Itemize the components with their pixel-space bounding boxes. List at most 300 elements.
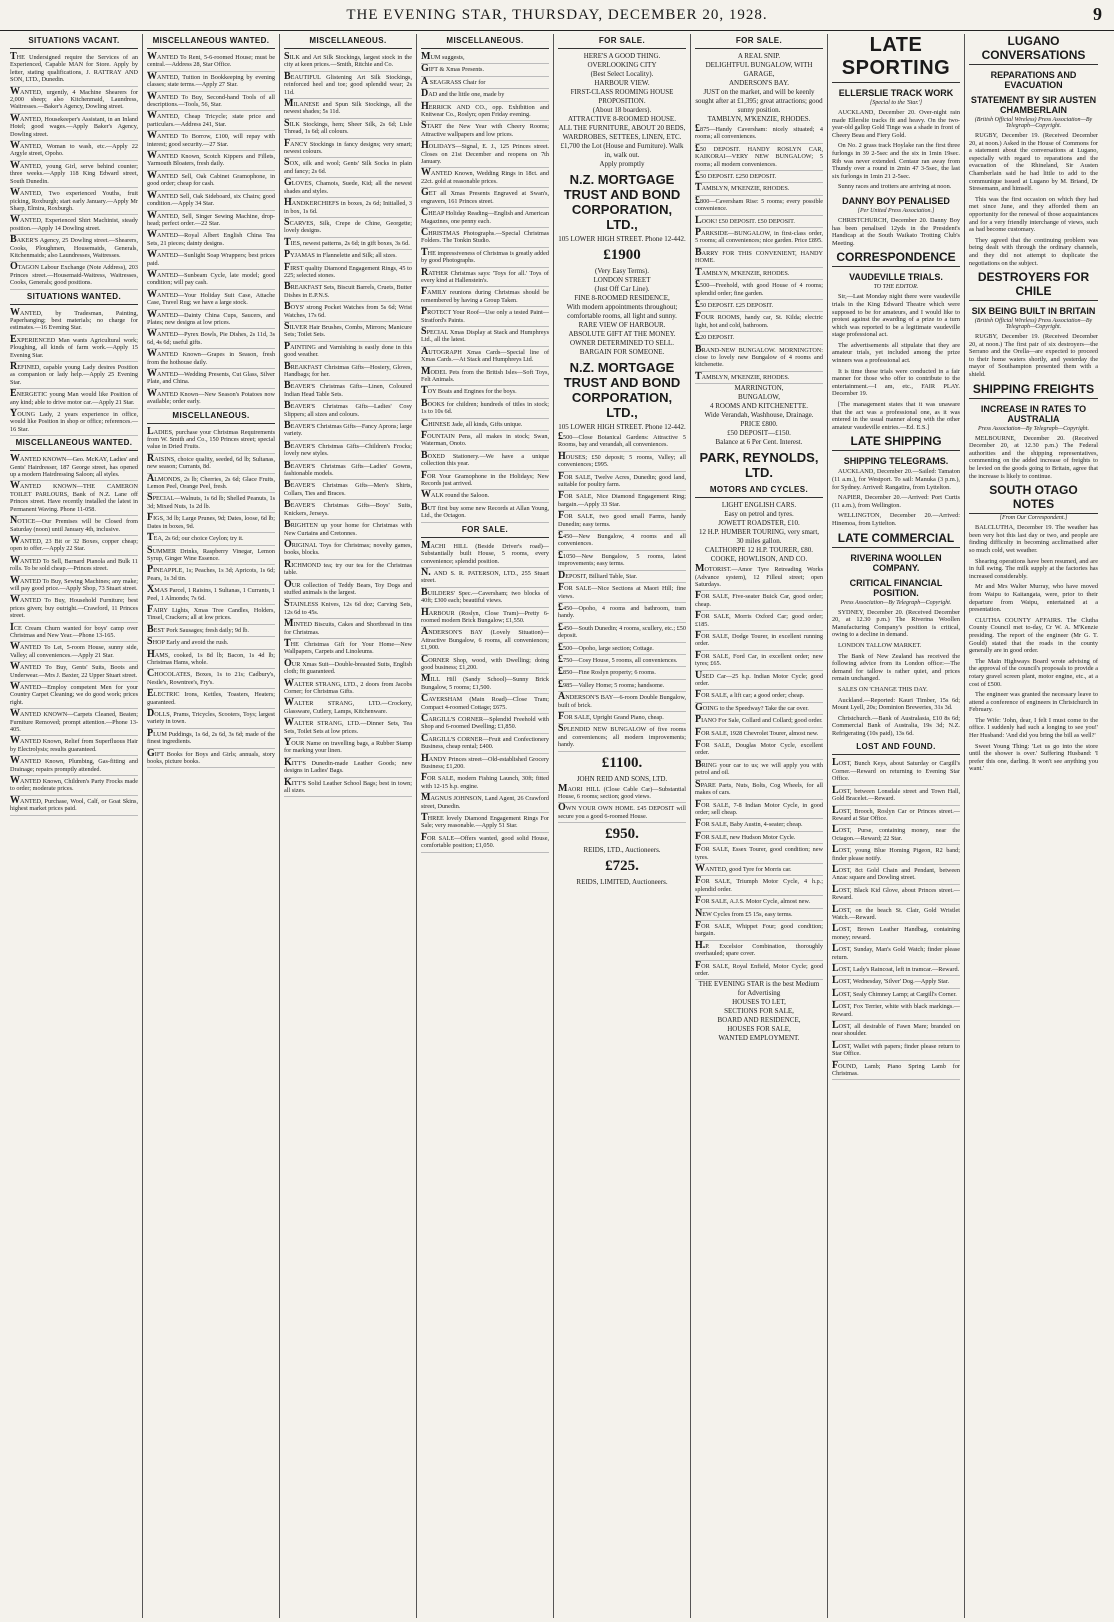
- classified-ad: THE impressiveness of Christmas is greatly added by good Photographs.: [421, 248, 549, 268]
- classified-ad: OWN YOUR OWN HOME. £45 DEPOSIT will secure you a good 6-roomed House.: [558, 803, 686, 823]
- classified-ad: CHRISTMAS Photographs.—Special Christmas Folders. The Tonkin Studio.: [421, 228, 549, 248]
- classified-ad: BEAVER'S Christmas Gifts—Boys' Suits, Knickers, Jerseys.: [284, 500, 412, 520]
- classified-ad: KITT'S Dunedin-made Leather Goods; new designs in Ladies' Bags.: [284, 758, 412, 778]
- section-heading: MISCELLANEOUS.: [147, 409, 275, 424]
- classified-ad: START the New Year with Cheery Rooms; Attractive wallpapers and low prices.: [421, 121, 549, 141]
- display-ad-line: LIGHT ENGLISH CARS.: [721, 501, 797, 510]
- classified-ad: FOR SALE—Nice Sections at Maori Hill; fine views.: [558, 583, 686, 603]
- advertiser-address: 105 LOWER HIGH STREET. Phone 12-442.: [558, 423, 686, 431]
- article-headline: SIX BEING BUILT IN BRITAIN: [971, 306, 1096, 317]
- section-heading: LATE COMMERCIAL: [832, 531, 960, 548]
- classified-ad: WANTED, Cheap Tricycle; state price and particulars.—Address 241, Star.: [147, 111, 275, 131]
- article-paragraph: On No. 2 grass track Hoylake ran the first three furlongs in 39 2-5sec and the six in 1min 19sec. Rib was never extended. Centaur ran away from Thundy over a round in 2min 47 3-5sec, the last six furlongs in 1min 21 2-5sec.: [832, 142, 960, 180]
- classified-ad: MOTORIST.—Amor Tyre Retreading Works (Advance system), 12 Filleul street; open Saturdays.: [695, 564, 823, 591]
- article-headline: INCREASE IN RATES TO AUSTRALIA: [980, 403, 1087, 424]
- classified-ad: FOR SALE, Twelve Acres, Dunedin; good land, suitable for poultry farm.: [558, 472, 686, 492]
- classified-ad: SPECIAL Xmas Display at Stack and Humphreys Ltd., all the latest.: [421, 327, 549, 347]
- classified-ad: EXPERIENCED Man wants Agricultural work; Ploughing, all kinds of farm work.—Apply 15 Evening Star.: [10, 335, 138, 362]
- classified-ad: WANTED, Two experienced Youths, fruit picking, Roxburgh; start early January.—Apply Mr Sharp, Elmira, Roxburgh.: [10, 188, 138, 215]
- classified-ad: STAINLESS Knives, 12s 6d doz; Carving Sets, 12s 6d to 45s.: [284, 599, 412, 619]
- display-ad-line: DELIGHTFUL BUNGALOW, WITH GARAGE,: [705, 61, 813, 78]
- classified-ad: FAIRY Lights, Xmas Tree Candles, Holders, Tinsel, Crackers; all at low prices.: [147, 605, 275, 625]
- classified-ad: ENERGETIC young Man would like Position of any kind; able to drive motor car.—Apply 21 Star.: [10, 389, 138, 409]
- section-heading: MISCELLANEOUS WANTED.: [10, 436, 138, 451]
- classified-ad: XMAS Parcel, 1 Raisins, 1 Sultanas, 1 Currants, 1 Peel, 1 Almonds; 7s 6d.: [147, 585, 275, 605]
- classified-ad: FIGS, 3d lb; Large Prunes, 9d; Dates, loose, 6d lb; Dates in boxes, 9d.: [147, 513, 275, 533]
- classified-ad: WANTED To Buy, Gents' Suits, Boots and Underwear.—Mrs J. Baxter, 22 Upper Stuart street.: [10, 662, 138, 682]
- classified-ad: WANTED—Pyrex Bowls, Pie Dishes, 2s 11d, 3s 6d, 4s 6d; useful gifts.: [147, 329, 275, 349]
- advertiser-name: COOKE, HOWLISON, AND CO.: [710, 555, 808, 564]
- classified-ad: LOST, Black Kid Glove, about Princes street.—Reward.: [832, 885, 960, 905]
- article-credit: (British Official Wireless) Press Association—By Telegraph—Copyright.: [974, 117, 1093, 129]
- classified-ad: FOR SALE, Five-seater Buick Car, good order; cheap.: [695, 591, 823, 611]
- classified-ad: WANTED To Rent, 5-6-roomed House; must be central.—Address 28, Star Office.: [147, 52, 275, 72]
- classified-ad: LOST, Lady's Raincoat, left in tramcar.—Reward.: [832, 964, 960, 976]
- article-paragraph: This was the first occasion on which they had met since June, and they afforded them an opportunity for the renewal of those acquaintances and for a very friendly interchange of views, such as had become customary.: [969, 195, 1098, 234]
- article-paragraph: MELBOURNE, December 20. (Received December 20, at 12.30 p.m.) The Federal authorities and the shipping representatives, commenting on the added increase of freights to be levied on the goods going to Britain, agree that the increase is likely to continue.: [969, 434, 1098, 480]
- article-paragraph: The engineer was granted the necessary leave to attend a conference of engineers in Christchurch in February.: [969, 691, 1098, 714]
- classified-ad: WANTED Known—New Season's Potatoes now available; order early.: [147, 389, 275, 409]
- classified-ad: £1050—New Bungalow, 5 rooms, latest improvements; easy terms.: [558, 551, 686, 571]
- classified-ad: £500—Close Botanical Gardens: Attractive 5 Rooms, bay and verandah, all conveniences.: [558, 432, 686, 452]
- classified-ad: WANTED—Wedding Presents, Cut Glass, Silver Plate, and China.: [147, 369, 275, 389]
- classified-ad: £875—Handy Caversham: nicely situated; 4 rooms; all conveniences.: [695, 124, 823, 144]
- display-ad-line: With modern appointments throughout; comfortable rooms, all light and sunny.: [566, 303, 678, 320]
- article-paragraph: The Main Highways Board wrote advising of the approval of the council's proposals to provide a rotary gravel screen plant, motor engine, etc., at a cost of £500.: [969, 657, 1098, 688]
- section-heading: MISCELLANEOUS.: [421, 34, 549, 49]
- classified-ad: SOX, silk and wool; Gents' Silk Socks in plain and fancy; 2s 6d.: [284, 158, 412, 178]
- classified-ad: WANTED To Borrow, £100, will repay with interest; good security.—27 Star.: [147, 131, 275, 151]
- classified-ad: MAGNUS JOHNSON, Land Agent, 26 Crawford street, Dunedin.: [421, 793, 549, 813]
- display-ad-line: CALTHORPE 12 H.P. TOURER, £80.: [704, 546, 813, 555]
- display-ad-line: (About 18 boarders).: [592, 106, 652, 114]
- classified-ad: CORNER Shop, wood, with Dwelling; doing good business; £1,200.: [421, 655, 549, 675]
- classified-ad: WANTED To Buy, Sewing Machines; any make; will pay good price.—Apply Shop, 73 Stuart street.: [10, 576, 138, 596]
- classified-ad: £450—South Dunedin; 4 rooms, scullery, etc.; £50 deposit.: [558, 623, 686, 643]
- classified-ad: SILK and Art Silk Stockings, largest stock in the city at keen prices.—Smith, Ritchie and Co.: [284, 52, 412, 72]
- classified-ad: ANDERSON'S BAY (Lovely Situation)—Attractive Bungalow, 6 rooms, all conveniences; £1,900.: [421, 627, 549, 654]
- classified-ad: THE Christmas Gift for Your Home—New Wallpapers, Carpets and Linoleums.: [284, 639, 412, 659]
- article-paragraph: LONDON TALLOW MARKET.: [838, 641, 922, 649]
- classified-ad: OTAGON Labour Exchange (Note Address), 203 Princes street.—Housemaid-Waitress, Waitresses, Cooks, Generals; good positions.: [10, 262, 138, 289]
- classified-ad: PARKSIDE—BUNGALOW, in first-class order, 5 rooms; all conveniences; nice garden. Price £895.: [695, 228, 823, 248]
- classified-ad: TOY Boats and Engines for the boys.: [421, 386, 549, 398]
- classified-ad: CHINESE Jade, all kinds, Gifts unique.: [421, 419, 549, 431]
- classified-ad: WANTED To Buy, Household Furniture; best prices given; buy outright.—Crawford, 11 Princes street.: [10, 595, 138, 622]
- classified-ad: LOST, on the beach St. Clair, Gold Wristlet Watch.—Reward.: [832, 905, 960, 925]
- classified-ad: WANTED Sell, Oak Sideboard, six Chairs; good condition.—Apply 34 Star.: [147, 191, 275, 211]
- classified-ad: WANTED, Purchase, Wool, Calf, or Goat Skins, highest market prices paid.: [10, 796, 138, 816]
- classified-ad: £50 DEPOSIT. £25 DEPOSIT.: [695, 300, 823, 312]
- display-ad-line: HARBOUR VIEW.: [594, 79, 650, 87]
- classified-ad: SPECIAL—Walnuts, 1s 6d lb; Shelled Peanuts, 1s 3d; Mixed Nuts, 1s 2d lb.: [147, 493, 275, 513]
- display-ad-line: OVERLOOKING CITY: [587, 61, 657, 69]
- classified-ad: MODEL Pets from the British Isles—Soft Toys, Felt Animals.: [421, 367, 549, 387]
- display-ad-line: PRICE £800.: [740, 420, 778, 429]
- classified-ad: HERRICK AND CO., opp. Exhibition and Knitwear Co., Roslyn; open Friday evening.: [421, 102, 549, 122]
- column-1: [6, 34, 143, 1618]
- classified-ad: PLUM Puddings, 1s 6d, 2s 6d, 3s 6d; made of the finest ingredients.: [147, 729, 275, 749]
- classified-ad: WANTED KNOWN—Carpets Cleaned, Beaten; Furniture Removed; prompt attention.—Phone 13-405.: [10, 709, 138, 736]
- display-ad-line: 4 ROOMS AND KITCHENETTE.: [710, 402, 808, 411]
- classified-ad: WANTED To Let, 5-room House, sunny side, Valley; all conveniences.—Apply 21 Star.: [10, 642, 138, 662]
- classified-ad: TAMBLYN, M'KENZIE, RHODES.: [695, 183, 823, 195]
- classified-ad: BRAND-NEW BUNGALOW. MORNINGTON: close to lovely new Bungalow of 4 rooms and kitchenette.: [695, 345, 823, 372]
- classified-ad: FOR SALE, new Hudson Motor Cycle.: [695, 832, 823, 844]
- advertiser-name: JOHN REID AND SONS, LTD.: [576, 774, 668, 783]
- classified-ad: YOUNG Lady, 2 years experience in office, would like Position in shop or office; references.—16 Star.: [10, 409, 138, 436]
- classified-ad: WANTED—Employ competent Men for your Country Carpet Cleaning; we do good work; prices right.: [10, 682, 138, 709]
- classified-ad: SUMMER Drinks, Raspberry Vinegar, Lemon Syrup, Ginger Wine Essence.: [147, 546, 275, 566]
- classified-ad: CHOCOLATES, Boxes, 1s to 21s; Cadbury's, Nestle's, Rowntree's, Fry's.: [147, 669, 275, 689]
- display-ad-line: (Best Select Locality).: [590, 70, 654, 78]
- classified-ad: BREAKFAST Christmas Gifts—Hosiery, Gloves, Handbags; for her.: [284, 362, 412, 382]
- classified-ad: HANDY Princes street—Old-established Grocery Business; £1,200.: [421, 754, 549, 774]
- article-paragraph: AUCKLAND, December 20. Over-night rain made Ellerslie tracks fit and heavy. On the two-year-old gallop Gold Tinge was a shade in front of Cheery Beau and Fiery Gold.: [832, 109, 960, 139]
- display-ad-line: MARRINGTON,: [734, 384, 784, 393]
- article-credit: [From Our Correspondent.]: [999, 515, 1068, 522]
- classified-ad: MACHI HILL (Beside Driver's road)—Substantially built House, 5 rooms, every convenience; splendid position.: [421, 541, 549, 568]
- section-heading: FOR SALE.: [558, 34, 686, 49]
- classified-ad: SCARVES, Silk, Crepe de Chine, Georgette; lovely designs.: [284, 218, 412, 238]
- column-7: [828, 34, 965, 1618]
- article-paragraph: It is time these trials were conducted in a fair manner for those who offer to contribute to the entertainment.—I am, etc., FAIR PLAY. December 19.: [832, 367, 960, 398]
- display-ad-line: BUNGALOW,: [738, 393, 780, 402]
- classified-ad: £500—Opoho, large section; Cottage.: [558, 643, 686, 655]
- classified-ad: DAD and the little one, made by: [421, 89, 549, 101]
- page-number: 9: [1093, 4, 1102, 24]
- classified-ad: £750—Cosy House, 5 rooms, all conveniences.: [558, 655, 686, 667]
- column-6: [691, 34, 828, 1618]
- column-5: [554, 34, 691, 1618]
- classified-ad: £50 DEPOSIT. HANDY ROSLYN CAR, KAIKORAI—VERY NEW BUNGALOW; 5 rooms; all modern conveniences.: [695, 144, 823, 171]
- classified-ad: WANTED KNOWN—THE CAMERON TOILET PARLOURS, Bank of N.Z. Lane off Princes street. Have recently installed the latest in Permanent Waving. Phone 11-058.: [10, 481, 138, 516]
- section-heading: MISCELLANEOUS.: [284, 34, 412, 49]
- article-credit: [Special to the 'Star.']: [869, 100, 923, 106]
- classified-ad: £450—New Bungalow, 4 rooms and all conveniences.: [558, 531, 686, 551]
- classified-ad: WANTED, good Tyre for Morris car.: [695, 864, 823, 876]
- classified-ad: HAMS, cooked, 1s 8d lb; Bacon, 1s 4d lb; Christmas Hams, whole.: [147, 650, 275, 670]
- classified-ad: WANTED To Sell, Barnard Pianola and Bulk 11 rolls. To be sold cheap.—Princes street.: [10, 556, 138, 576]
- article-headline: RIVERINA WOOLLEN COMPANY.: [850, 552, 942, 573]
- classified-ad: BOXED Stationery.—We have a unique collection this year.: [421, 451, 549, 471]
- classified-ad: FOUNTAIN Pens, all makes in stock; Swan, Waterman, Onoto.: [421, 431, 549, 451]
- classified-ad: FOR SALE, Whippet Four; good condition; bargain.: [695, 921, 823, 941]
- classified-ad: WANTED, urgently, 4 Machine Shearers for 2,000 sheep; also Kitchenmaid, Laundress, Waitresses.—Baker's Agency, Dowling street.: [10, 87, 138, 114]
- display-ad-line: Apply promptly: [599, 160, 645, 168]
- display-ad-line: Easy on petrol and tyres.: [724, 510, 794, 519]
- classified-ad: WALTER STRANG, LTD.—Dinner Sets, Tea Sets, Toilet Sets at low prices.: [284, 718, 412, 738]
- advertiser-name: N.Z. MORTGAGE TRUST AND BOND CORPORATION, LTD.,: [563, 172, 681, 232]
- classified-ad: FOR SALE—Offers wanted, good solid House, comfortable position; £1,050.: [421, 833, 549, 853]
- classified-ad: WANTED Known, Wedding Rings in 18ct. and 22ct. gold at reasonable prices.: [421, 168, 549, 188]
- classified-ad: RICHMOND tea; try our tea for the Christmas table.: [284, 560, 412, 580]
- classified-ad: WANTED—Sunlight Soap Wrappers; best prices paid.: [147, 250, 275, 270]
- classified-ad: ORIGINAL Toys for Christmas; novelty games, books, blocks.: [284, 540, 412, 560]
- classified-ad: GOING to the Speedway? Take the car over.: [695, 703, 823, 715]
- classified-ad: WANTED Known, Plumbing, Gas-fitting and Drainage; repairs promptly attended.: [10, 756, 138, 776]
- section-heading: LUGANO CONVERSATIONS: [969, 34, 1098, 65]
- section-heading: FOR SALE.: [695, 34, 823, 49]
- display-ad-line: ABSOLUTE GIFT AT THE MONEY. OWNER DETERMINED TO SELL.: [568, 330, 676, 347]
- classified-ad: FOR SALE, Morris Oxford Car; good order; £185.: [695, 611, 823, 631]
- advertiser-name: PARK, REYNOLDS, LTD.: [699, 450, 819, 481]
- classified-ad: £800—Caversham Rise: 5 rooms; every possible convenience.: [695, 196, 823, 216]
- classified-ad: FOR SALE, A.J.S. Motor Cycle, almost new.: [695, 896, 823, 908]
- advertiser-name: REIDS, LTD., Auctioneers.: [583, 846, 661, 855]
- classified-ad: WANTED, Woman to wash, etc.—Apply 22 Argyle street, Opoho.: [10, 141, 138, 161]
- classified-ad: HARBOUR (Roslyn, Close Tram)—Pretty 6-roomed modern Brick Bungalow; £1,550.: [421, 608, 549, 628]
- classified-ad: THREE lovely Diamond Engagement Rings For Sale; very reasonable.—Apply 51 Star.: [421, 813, 549, 833]
- notice-line: WANTED EMPLOYMENT.: [718, 1034, 800, 1043]
- column-3: [280, 34, 417, 1618]
- classified-ad: FOUND, Lamb; Piano Spring Lamb for Christmas.: [832, 1061, 960, 1081]
- classified-ad: WANTED, Tuition in Bookkeeping by evening classes; state terms.—Apply 27 Star.: [147, 72, 275, 92]
- classified-ad: ANDERSON'S BAY—6-room Double Bungalow, built of brick.: [558, 692, 686, 712]
- display-ad-line: TAMBLYN, M'KENZIE, RHODES.: [707, 115, 811, 123]
- classified-ad: WALTER STRANG, LTD., 2 doors from Jacobs Corner; for Christmas Gifts.: [284, 679, 412, 699]
- classified-ad: SPLENDID NEW BUNGALOW of five rooms and conveniences; all modern improvements; handy.: [558, 724, 686, 751]
- article-paragraph: Mr and Mrs Walter Murray, who have moved from Waipu to Kaitangata, were, prior to their departure from Waipu, entertained at a presentation.: [969, 583, 1098, 614]
- classified-ad: BUT first buy some new Records at Allan Young, Ltd., the Octagon.: [421, 503, 549, 523]
- classified-ad: FOR SALE, Dodge Tourer, in excellent running order.: [695, 631, 823, 651]
- classified-ad: FIRST quality Diamond Engagement Rings, 45 to 225; selected stones.: [284, 263, 412, 283]
- classified-ad: BEAVER'S Christmas Gifts—Children's Frocks; lovely new styles.: [284, 441, 412, 461]
- article-paragraph: RUGBY, December 19. (Received December 20, at noon.) The first pair of six destroyers—the Serrano and the Orella—are expected to proceed to their home waters shortly, and yesterday the mayor of Southampton presented them with a shield.: [969, 333, 1098, 379]
- price-display: £1100.: [601, 754, 643, 771]
- classified-ad: LOST, young Blue Homing Pigeon, R2 band; finder please notify.: [832, 845, 960, 865]
- display-ad-line: ATTRACTIVE 8-ROOMED HOUSE.: [568, 115, 676, 123]
- display-ad-line: Wide Verandah, Washhouse, Drainage.: [704, 411, 814, 420]
- classified-ad: MINTED Biscuits, Cakes and Shortbread in tins for Christmas.: [284, 619, 412, 639]
- section-heading: FOR SALE.: [421, 523, 549, 538]
- classified-ad: FOUR ROOMS, handy car, St. Kilda; electric light, hot and cold, bathroom.: [695, 312, 823, 332]
- article-paragraph: [The management states that it was unaware that the act was a professional one, as it was entered in the usual manner along with the other amateur vaudeville entries.—Ed. E.S.]: [832, 401, 960, 431]
- classified-ad: AUTOGRAPH Xmas Cards—Special line of Xmas Cards.—At Stack and Humphreys Ltd.: [421, 347, 549, 367]
- classified-ad: WALK round the Saloon.: [421, 490, 549, 502]
- classified-ad: PINEAPPLE, 1s; Peaches, 1s 3d; Apricots, 1s 6d; Pears, 1s 3d tin.: [147, 565, 275, 585]
- classified-ad: BEST Pork Sausages; fresh daily; 9d lb.: [147, 625, 275, 637]
- masthead-title: THE EVENING STAR, THURSDAY, DECEMBER 20, 1928.: [346, 6, 768, 23]
- article-paragraph: Christchurch.—Bank of Australasia, £10 8s 6d; Commercial Bank of Australia, 19s 3d; N.Z. Refrigerating (10s paid), 13s 6d.: [832, 714, 960, 737]
- section-heading: LATE SHIPPING: [832, 434, 960, 451]
- column-8: [965, 34, 1102, 1618]
- classified-ad: PYJAMAS in Flannelette and Silk; all sizes.: [284, 250, 412, 262]
- classified-ad: FOR SALE, Essex Tourer, good condition; new tyres.: [695, 844, 823, 864]
- classified-ad: LOST, Wednesday, 'Silver' Dog.—Apply Star.: [832, 976, 960, 988]
- columns: [6, 34, 1108, 1618]
- classified-ad: SPARE Parts, Nuts, Bolts, Cog Wheels, for all makes of cars.: [695, 780, 823, 800]
- display-ad-line: 12 H.P. HUMBER TOURING, very smart, 30 miles gallon.: [698, 528, 820, 546]
- classified-ad: MUM suggests,: [421, 52, 549, 64]
- classified-ad: GIFT Books for Boys and Girls; annuals, story books, picture books.: [147, 749, 275, 769]
- classified-ad: BEAVER'S Christmas Gifts—Men's Shirts, Collars, Ties and Braces.: [284, 480, 412, 500]
- classified-ad: LOST, Brown Leather Handbag, containing money; reward.: [832, 924, 960, 944]
- display-ad-line: JUST on the market, and will be keenly sought after at £1,395; great attractions; good sunny position.: [695, 88, 823, 114]
- display-ad-line: (Very Easy Terms).: [594, 267, 649, 275]
- price-display: £725.: [605, 858, 639, 875]
- classified-ad: TEA, 2s 6d; our choice Ceylon; try it.: [147, 533, 275, 545]
- display-ad-line: £1,700 the Lot (House and Furniture). Walk in, walk out.: [560, 142, 684, 159]
- display-ad-line: JOWETT ROADSTER, £10.: [718, 519, 800, 528]
- article-paragraph: CHRISTCHURCH, December 20. Danny Boy has been penalised 12yds in the President's Handicap at the South Waikato Trotting Club's Meeting.: [832, 216, 960, 247]
- section-heading: SOUTH OTAGO NOTES: [969, 483, 1098, 514]
- classified-ad: PROTECT Your Roof—Use only a tested Paint—Stratford's Paints.: [421, 307, 549, 327]
- article-paragraph: SYDNEY, December 20. (Received December 20, at 12.30 p.m.) The Riverina Woollen Manufacturing Company's position is critical, owing to a decline in demand.: [832, 608, 960, 639]
- classified-ad: LOST, Purse, containing money, near the Octagon.—Reward; 22 Star.: [832, 825, 960, 845]
- display-ad-line: LONDON STREET: [593, 276, 651, 284]
- classified-ad: WANTED, Sell, Singer Sewing Machine, drop-head; perfect order.—22 Star.: [147, 211, 275, 231]
- classified-ad: WANTED Known, Children's Party Frocks made to order; moderate prices.: [10, 776, 138, 796]
- classified-ad: ELECTRIC Irons, Kettles, Toasters, Heaters; guaranteed.: [147, 689, 275, 709]
- classified-ad: DOLLS, Prams, Tricycles, Scooters, Toys; largest variety in town.: [147, 709, 275, 729]
- classified-ad: HOLIDAYS—Signal, E. J., 125 Princes street. Closes on 21st December and reopens on 7th January.: [421, 141, 549, 168]
- article-headline: CRITICAL FINANCIAL POSITION.: [849, 577, 943, 598]
- classified-ad: CHEAP Holiday Reading—English and American Magazines, one penny each.: [421, 208, 549, 228]
- column-4: [417, 34, 554, 1618]
- classified-ad: MAORI HILL (Close Cable Car)—Substantial House, 6 rooms; section; good views.: [558, 784, 686, 804]
- article-paragraph: Sir,—Last Monday night there were vaudeville trials in the King Edward Theatre which were supposed to be for amateurs, and I would like to protest against the awarding of a prize to a turn which was reported to be a legitimate vaudeville stage professional act.: [832, 293, 960, 339]
- section-heading: SITUATIONS WANTED.: [10, 290, 138, 305]
- classified-ad: KITT'S Solid Leather School Bags; best in town; all sizes.: [284, 778, 412, 798]
- classified-ad: FOR SALE, Nice Diamond Engagement Ring; bargain.—Apply 33 Star.: [558, 491, 686, 511]
- article-credit: [Per United Press Association.]: [857, 207, 935, 214]
- price-display: £1900: [603, 247, 641, 263]
- classified-ad: FOR SALE, Triumph Motor Cycle, 4 h.p.; splendid order.: [695, 876, 823, 896]
- classified-ad: FOR SALE, 7-8 Indian Motor Cycle, in good order; sell cheap.: [695, 800, 823, 820]
- article-credit: TO THE EDITOR.: [873, 284, 919, 291]
- display-ad-line: HERE'S A GOOD THING.: [583, 52, 661, 60]
- classified-ad: MILL Hill (Sandy School)—Sunny Brick Bungalow, 5 rooms; £1,500.: [421, 674, 549, 694]
- classified-ad: LOST, Wallet with papers; finder please return to Star Office.: [832, 1041, 960, 1061]
- classified-ad: BREAKFAST Sets, Biscuit Barrels, Cruets, Butter Dishes in E.P.N.S.: [284, 282, 412, 302]
- classified-ad: FOR SALE, 1928 Chevrolet Tourer, almost new.: [695, 728, 823, 740]
- classified-ad: LOST, Fox Terrier, white with black markings.—Reward.: [832, 1001, 960, 1021]
- classified-ad: FOR Your Gramophone in the Holidays; New Records just arrived.: [421, 471, 549, 491]
- classified-ad: WANTED KNOWN—Geo. McKAY, Ladies' and Gents' Hairdresser, 187 George street, has opened up a modern Hairdressing Saloon; all styles.: [10, 454, 138, 481]
- display-ad-line: ALL THE FURNITURE, ABOUT 20 BEDS, WARDROBES, SETTEES, LINEN, ETC.: [558, 124, 686, 141]
- classified-ad: YOUR Name on travelling bags, a Rubber Stamp for marking your linen.: [284, 738, 412, 758]
- article-headline: REPARATIONS AND EVACUATION: [990, 70, 1077, 90]
- section-heading: MISCELLANEOUS WANTED.: [147, 34, 275, 49]
- classified-ad: LOST, 8ct Gold Chain and Pendant, between Anzac square and Dowling street.: [832, 865, 960, 885]
- classified-ad: WANTED To Buy, Second-hand Tools of all descriptions.—Tools, 56, Star.: [147, 92, 275, 112]
- classified-ad: HOUSES; £50 deposit; 5 rooms, Valley; all conveniences; £995.: [558, 452, 686, 472]
- advertiser-name: REIDS, LIMITED, Auctioneers.: [576, 878, 668, 887]
- classified-ad: BRIGHTEN up your home for Christmas with New Curtains and Cretonnes.: [284, 520, 412, 540]
- display-ad-line: Balance at 6 Per Cent. Interest.: [715, 438, 803, 447]
- article-paragraph: The advertisements all stipulate that they are amateur trials, yet included among the prize winners was a professional act.: [832, 341, 960, 365]
- classified-ad: LOST, between Lonsdale street and Town Hall, Gold Bracelet.—Reward.: [832, 786, 960, 806]
- classified-ad: TIES, newest patterns, 2s 6d; in gift boxes, 3s 6d.: [284, 238, 412, 250]
- classified-ad: TAMBLYN, M'KENZIE, RHODES.: [695, 268, 823, 280]
- classified-ad: WANTED, Experienced Shirt Machinist, steady position.—Apply 14 Dowling street.: [10, 215, 138, 235]
- classified-ad: WANTED Known—Grapes in Season, fresh from the hothouse daily.: [147, 349, 275, 369]
- notice-line: BOARD AND RESIDENCE,: [717, 1016, 801, 1025]
- article-paragraph: AUCKLAND, December 20.—Sailed: Tamaton (11 a.m.), for Westport. To sail: Manuka (3 p.m.), for Sydney. Arrived: Rangatira, from Lyttelton.: [832, 468, 960, 491]
- classified-ad: CARGILL'S CORNER—Splendid Freehold with Shop and 6-roomed Dwelling; £1,850.: [421, 714, 549, 734]
- display-ad-line: FINE 8-ROOMED RESIDENCE,: [574, 294, 670, 302]
- price-display: £950.: [605, 826, 639, 843]
- classified-ad: FOR SALE, Ford Car, in excellent order; new tyres; £65.: [695, 651, 823, 671]
- display-ad-line: (Just Off Car Line).: [594, 285, 650, 293]
- article-paragraph: Sweet Young Thing: 'Let us go into the store until the shower is over.' Suffering Husband: 'I prefer this one, darling. It won't see anything you want.': [969, 742, 1098, 773]
- classified-ad: GIFT & Xmas Presents.: [421, 64, 549, 76]
- classified-ad: SHOP Early and avoid the rush.: [147, 637, 275, 649]
- classified-ad: PIANO For Sale, Collard and Collard; good order.: [695, 715, 823, 727]
- classified-ad: £20 DEPOSIT.: [695, 332, 823, 344]
- classified-ad: LOOK! £50 DEPOSIT. £50 DEPOSIT.: [695, 216, 823, 228]
- classified-ad: MILANESE and Spun Silk Stockings, all the newest shades; 5s 11d.: [284, 99, 412, 119]
- article-paragraph: CLUTHA COUNTY AFFAIRS. The Clutha County Council met to-day, Cr W. A. M'Kenzie presiding. The report of the engineer (Mr G. T. Gould) stated that the roads in the county generally are in good order.: [969, 616, 1098, 655]
- article-paragraph: The Bank of New Zealand has received the following advice from its London office:—The demand for tallow is rather quiet, and prices remain unchanged.: [832, 652, 960, 683]
- article-paragraph: RUGBY, December 19. (Received December 20, at noon.) Asked in the House of Commons for a statement about the conversations at Lugano, especially with regard to reparations and the evacuation of the Rhineland, Sir Austen Chamberlain said he had little to add to the communique issued at Lugano by M. Briand, Dr Stresemann, and himself.: [969, 132, 1098, 193]
- classified-ad: FOR SALE, Baby Austin, 4-seater; cheap.: [695, 819, 823, 831]
- classified-ad: BRING your car to us; we will apply you with petrol and oil.: [695, 760, 823, 780]
- notice-line: SECTIONS FOR SALE,: [724, 1007, 794, 1016]
- classified-ad: NEW Cycles from £5 15s, easy terms.: [695, 909, 823, 921]
- article-headline: SHIPPING TELEGRAMS.: [843, 456, 949, 467]
- classified-ad: LOST, all desirable of Fawn Mare; branded on near shoulder.: [832, 1021, 960, 1041]
- classified-ad: FOR SALE, Douglas Motor Cycle, excellent order.: [695, 740, 823, 760]
- classified-ad: CAVERSHAM (Main Road)—Close Tram; Compact 4-roomed Cottage; £675.: [421, 694, 549, 714]
- classified-ad: FOR SALE, a lift car; a good order; cheap.: [695, 690, 823, 702]
- classified-ad: £500—Freehold, with good House of 4 rooms; splendid order; fine garden.: [695, 280, 823, 300]
- classified-ad: £450—Opoho, 4 rooms and bathroom, tram handy.: [558, 603, 686, 623]
- classified-ad: WANTED—Royal Albert English China Tea Sets, 21 pieces; dainty designs.: [147, 230, 275, 250]
- classified-ad: TAMBLYN, M'KENZIE, RHODES.: [695, 372, 823, 384]
- classified-ad: GET all Xmas Presents Engraved at Swan's, engravers, 161 Princes street.: [421, 188, 549, 208]
- article-paragraph: They agreed that the continuing problem was being dealt with through the ordinary channels, and they did not attempt to duplicate the negotiations on the subject.: [969, 236, 1098, 267]
- classified-ad: NOTICE—Our Premises will be Closed from Saturday (noon) until January 4th, inclusive.: [10, 516, 138, 536]
- article-paragraph: BALCLUTHA, December 19. The weather has been very hot this last day or two, and people are finding difficulty in becoming acclimatised after so much cold, wet weather.: [969, 524, 1098, 554]
- classified-ad: £985—Valley Home; 5 rooms; handsome.: [558, 680, 686, 692]
- classified-ad: SILK Stockings, hem; Sheer Silk, 2s 6d; Lisle Thread, 1s 6d; all colours.: [284, 119, 412, 139]
- classified-ad: RATHER Christmas says: 'Toys for all.' Toys of every kind at Hallenstein's.: [421, 268, 549, 288]
- classified-ad: LOST, Sealy Chimney Lamp; at Cargill's Corner.: [832, 989, 960, 1001]
- classified-ad: N. AND S. R. PATERSON, LTD., 255 Stuart street.: [421, 568, 549, 588]
- classified-ad: BOYS' strong Pocket Watches from 5s 6d; Wrist Watches, 17s 6d.: [284, 302, 412, 322]
- classified-ad: WANTED, young Girl, serve behind counter; three weeks.—Apply 118 King Edward street, South Dunedin.: [10, 161, 138, 188]
- article-credit: Press Association—By Telegraph—Copyright.: [840, 599, 952, 606]
- classified-ad: £850—Fine Roslyn property; 6 rooms.: [558, 667, 686, 679]
- classified-ad: PAINTING and Varnishing is easily done in this good weather.: [284, 342, 412, 362]
- display-ad-line: £50 DEPOSIT—£150.: [727, 429, 791, 438]
- section-heading: DESTROYERS FOR CHILE: [969, 270, 1098, 301]
- classified-ad: FAMILY reunions during Christmas should be remembered by having a Group Taken.: [421, 287, 549, 307]
- classified-ad: FOR SALE, modern Fishing Launch, 30ft; fitted with 12-15 h.p. engine.: [421, 773, 549, 793]
- classified-ad: THE Undersigned require the Services of an Experienced, Capable MAN for Store. Apply by letter, stating qualifications, J. RATTRAY AND SON, LTD., Dunedin.: [10, 52, 138, 87]
- classified-ad: FOR SALE, Royal Enfield, Motor Cycle; good order.: [695, 961, 823, 981]
- display-ad-line: RARE VIEW OF HARBOUR.: [578, 321, 666, 329]
- article-headline: DANNY BOY PENALISED: [842, 195, 950, 206]
- classified-ad: A SEAGRASS Chair for: [421, 77, 549, 89]
- notice-line: HOUSES TO LET,: [732, 998, 786, 1007]
- classified-ad: LOST, Sunday, Man's Gold Watch; finder please return.: [832, 944, 960, 964]
- article-paragraph: Sunny races and trotters are arriving at noon.: [838, 183, 952, 191]
- classified-ad: BAKER'S Agency, 25 Dowling street.—Shearers, Cooks, Ploughmen, Housemaids, Generals, Kitchenmaids; also Laundresses, Waitresses.: [10, 235, 138, 262]
- notice-line: HOUSES FOR SALE,: [727, 1025, 791, 1034]
- classified-ad: WANTED—Sunbeam Cycle, late model; good condition; will pay cash.: [147, 270, 275, 290]
- classified-ad: HANDKERCHIEFS in boxes, 2s 6d; Initialled, 3 in box, 1s 6d.: [284, 198, 412, 218]
- classified-ad: WANTED—Dainty China Cups, Saucers, and Plates; new designs at low prices.: [147, 310, 275, 330]
- classified-ad: LOST, Bunch Keys, about Saturday or Cargill's Corner.—Reward on returning to Evening Star Office.: [832, 758, 960, 785]
- article-headline: VAUDEVILLE TRIALS.: [849, 272, 943, 283]
- classified-ad: BEAVER'S Christmas Gifts—Fancy Aprons; large variety.: [284, 421, 412, 441]
- advertiser-address: 105 LOWER HIGH STREET. Phone 12-442.: [558, 235, 686, 243]
- classified-ad: OUR Xmas Suit—Double-breasted Suits, English cloth; fit guaranteed.: [284, 659, 412, 679]
- classified-ad: DEPOSIT, Billiard Table, Star.: [558, 571, 686, 583]
